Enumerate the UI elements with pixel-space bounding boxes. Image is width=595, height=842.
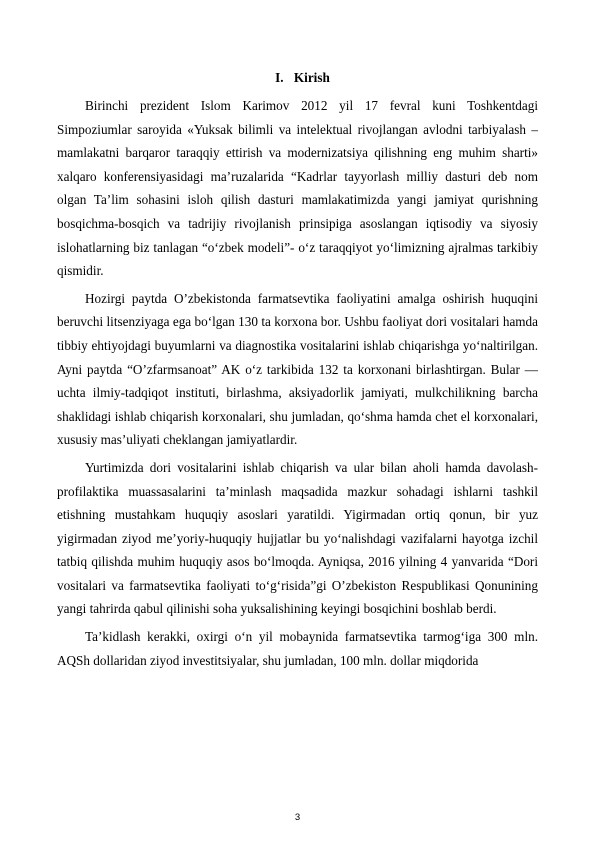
section-heading — [57, 66, 538, 90]
paragraph-2: Hozirgi paytda O’zbekistonda farmatsevtika faoliyatini amalga oshirish huquqini beruvchi litsenziyaga ega bo‘lgan 130 ta korxona bor. Ushbu faoliyat dori vositalari hamda tibbiy ehtiyojdagi buyumlarni va diagnostika vositalarini ishlab chiqarishga yo‘naltirilgan. Ayni paytda “O’zfarmsanoat” AK o‘z tarkibida 132 ta korxonani birlashtirgan. Bular — uchta ilmiy-tadqiqot instituti, birlashma, aksiyadorlik jamiyati, mulkchilikning barcha shaklidagi ishlab chiqarish korxonalari, shu jumladan, qo‘shma hamda chet el korxonalari, xususiy mas’uliyati cheklangan jamiyatlardir. — [57, 290, 538, 448]
paragraph-1: Birinchi prezident Islom Karimov 2012 yil 17 fevral kuni Toshkentdagi Simpoziumlar saroyida «Yuksak bilimli va intelektual rivojlangan avlodni tarbiyalash – mamlakatni barqaror taraqqiy ettirish va modernizatsiya qilishning eng muhim sharti» xalqaro konferensiyasidagi ma’ruzalarida “Kadrlar tayyorlash milliy dasturi deb nom olgan Ta’lim sohasini isloh qilish dasturi mamlakatimizda yangi jamiyat qurishning bosqichma-bosqich va tadrijiy rivojlanish prinsipiga asoslangan iqtisodiy va siyosiy islohatlarning biz tanlagan “o‘zbek modeli”- o‘z taraqqiyot yo‘limizning ajralmas tarkibiy qismidir. — [57, 98, 538, 279]
section-title: Kirish — [293, 70, 330, 85]
page-number: 3 — [294, 812, 301, 823]
page-content — [57, 66, 538, 676]
paragraph-3: Yurtimizda dori vositalarini ishlab chiqarish va ular bilan aholi hamda davolash-profilaktika muassasalarini ta’minlash maqsadida mazkur sohadagi ishlarni tashkil etishning mustahkam huquqiy asoslari yaratildi. Yigirmadan ortiq qonun, bir yuz yigirmadan ziyod me’yoriy-huquqiy hujjatlar bu yo‘nalishdagi vazifalarni hayotga izchil tatbiq qilishda muhim huquqiy asos bo‘lmoqda. Ayniqsa, 2016 yilning 4 yanvarida “Dori vositalari va farmatsevtika faoliyati to‘g‘risida”gi O’zbekiston Respublikasi Qonunining yangi tahrirda qabul qilinishi soha yuksalishining keyingi bosqichini boshlab berdi. — [57, 459, 538, 617]
section-number: I. — [275, 70, 284, 85]
paragraph-4: Ta’kidlash kerakki, oxirgi o‘n yil mobaynida farmatsevtika tarmog‘iga 300 mln. AQSh dollaridan ziyod investitsiyalar, shu jumladan, 100 mln. dollar miqdorida — [57, 629, 538, 668]
